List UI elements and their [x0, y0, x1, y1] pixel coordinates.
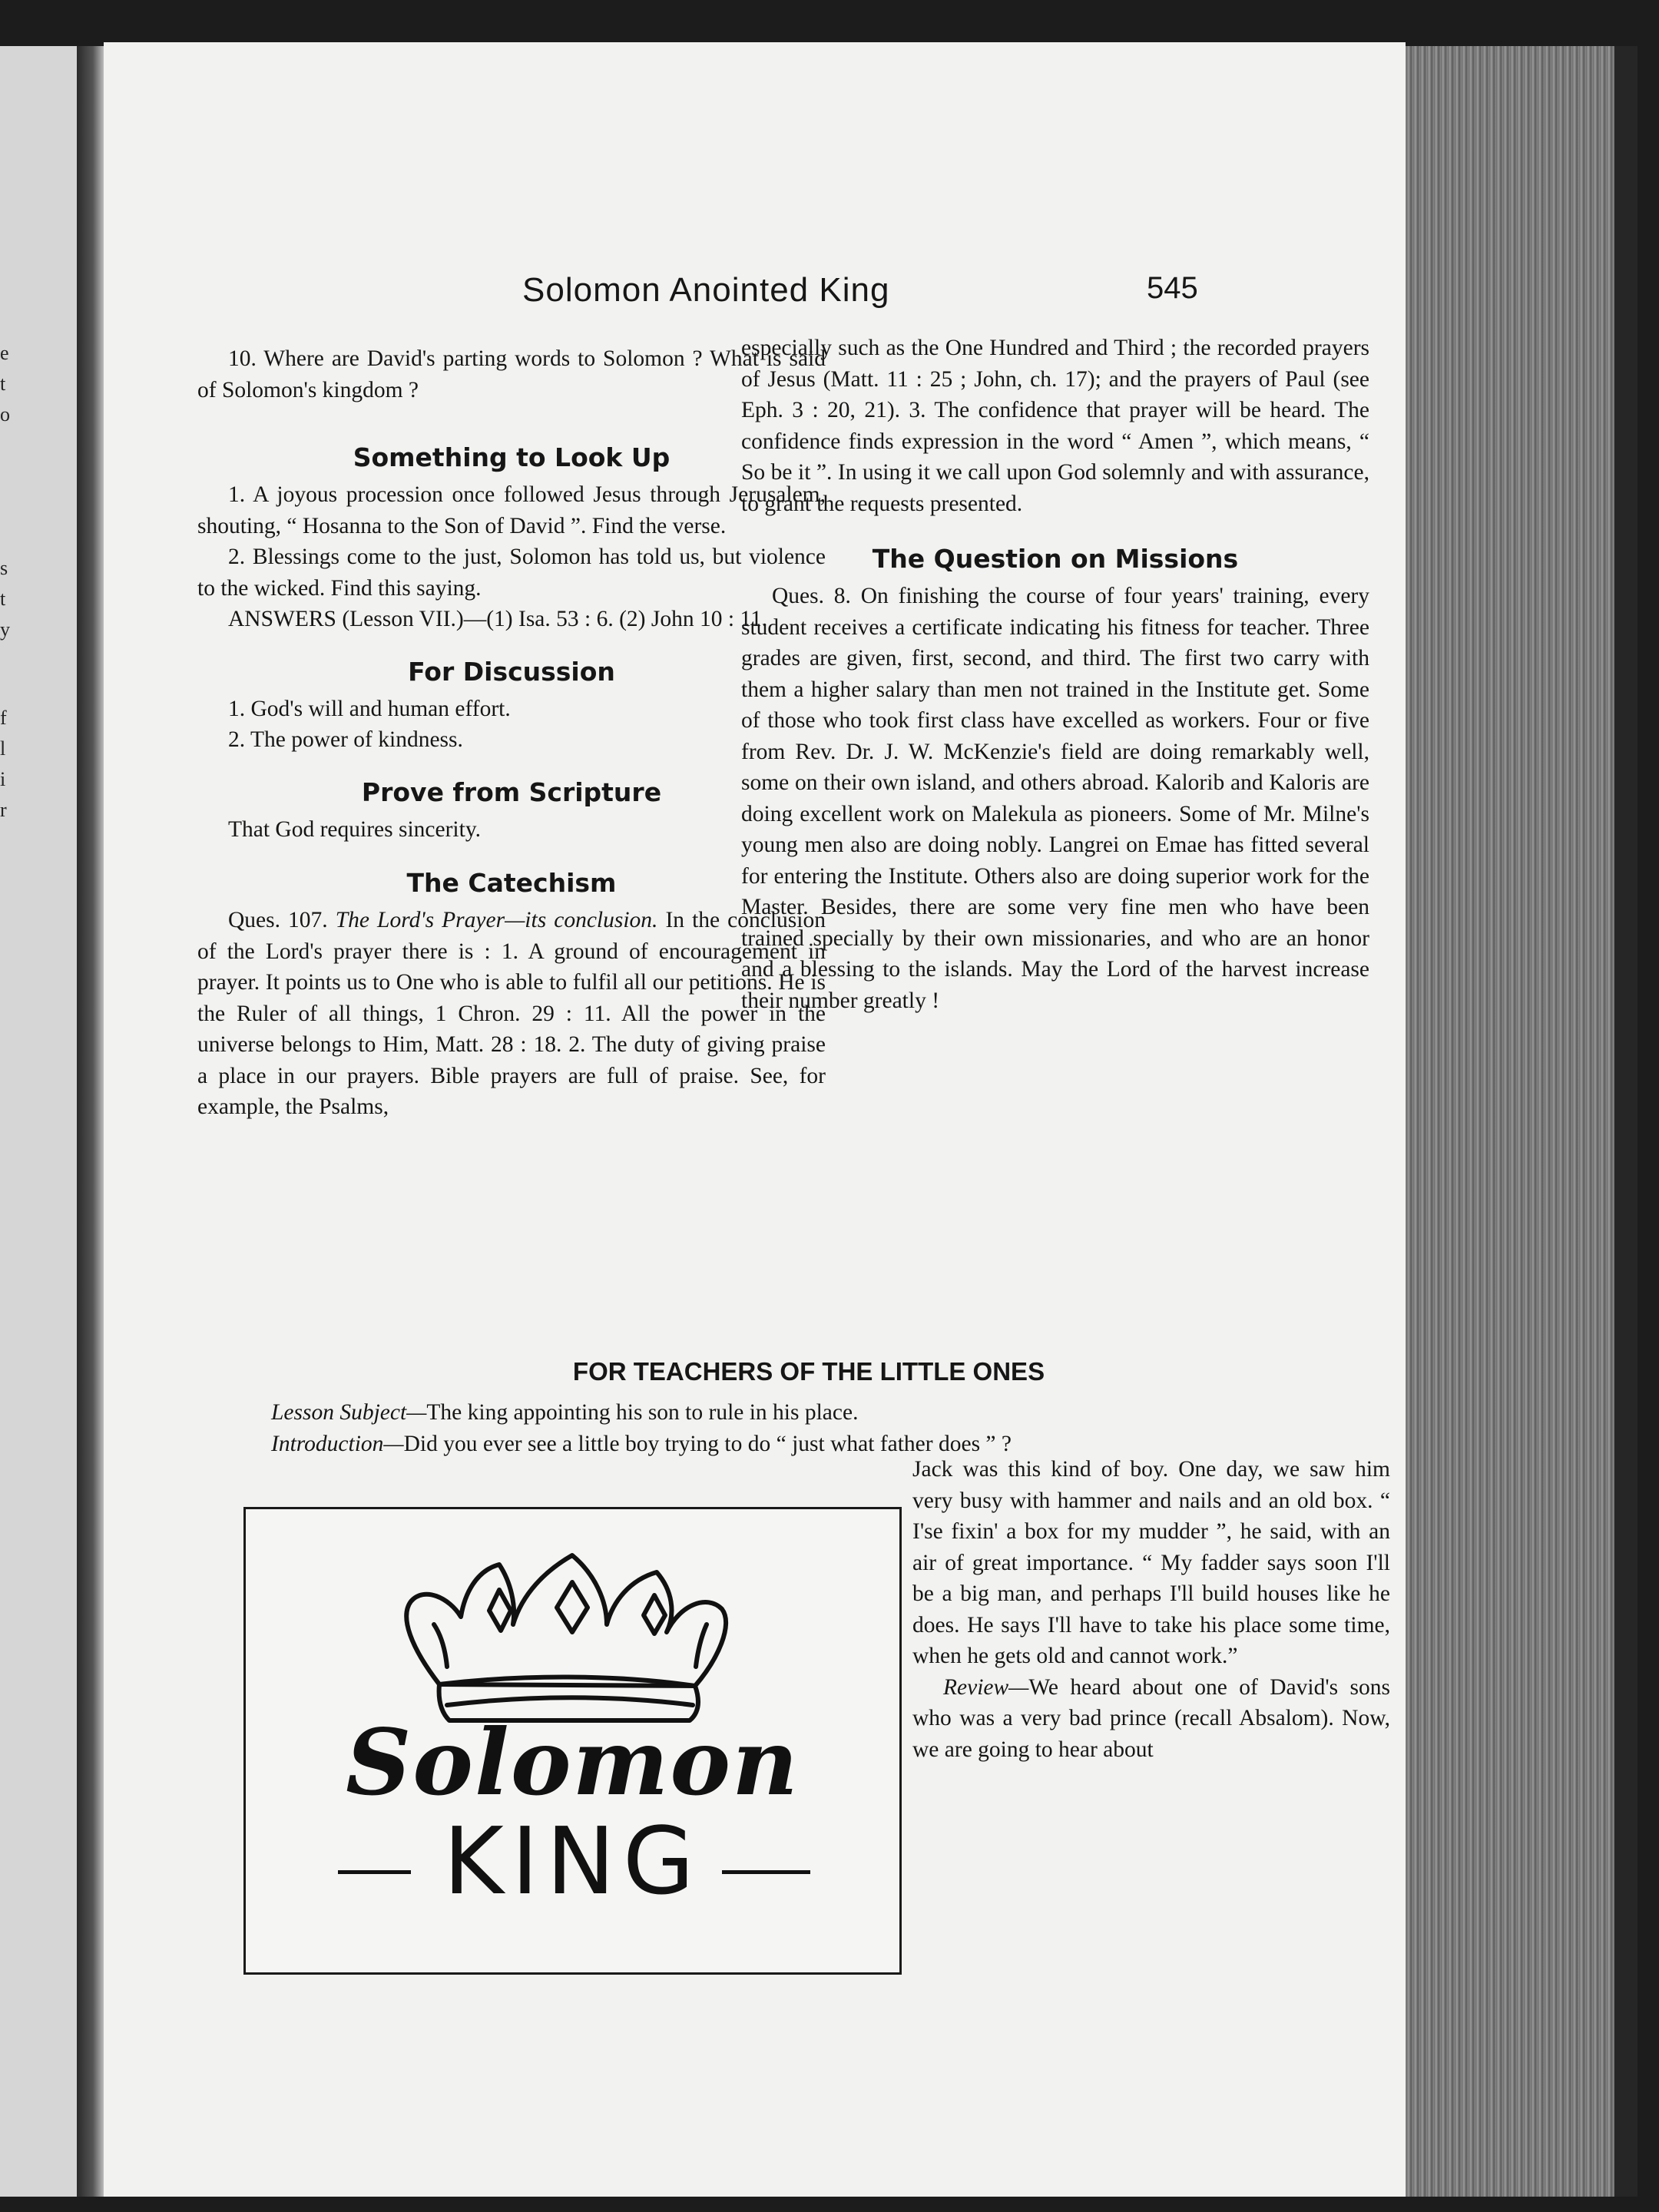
catechism-heading: The Catechism	[406, 868, 617, 898]
discussion-item-2: 2. The power of kindness.	[228, 727, 463, 752]
left-page-fragment: s	[0, 557, 8, 579]
illustration-king-word: KING	[443, 1809, 702, 1916]
left-page-edge	[0, 46, 77, 2197]
review	[912, 1672, 1390, 1766]
missions-text: Ques. 8. On finishing the course of four years' training, every student receives a certificate indicating his fitness for teacher. Three grades are given, first, second, and third. The first two carry with them a higher salary than men not trained in the Institute get. Some of those who took first class have excelled as workers. Four or five from Rev. Dr. J. W. McKenzie's field are doing remarkably well, some on their own island, and others abroad. Kalorib and Kaloris are doing excellent work on Malekula as pioneers. Some of Mr. Milne's young men also are doing nobly. Langrei on Emae has fitted several for entering the Institute. Others also are doing superior work for the Master. Besides, there are some very fine men who have been trained specially by their own missionaries, and who are an honor and a blessing to the islands. May the Lord of the harvest increase their number greatly !	[741, 584, 1369, 1013]
catechism-continuation: especially such as the One Hundred and Third ; the recorded prayers of Jesus (Matt. 11 : 25 ; John, ch. 17); and the prayers of Paul (see Eph. 3 : 20, 21). 3. The confidence that prayer will be heard. The confidence finds expression in the word “ Amen ”, which means, “ So be it ”. In using it we call upon God solemnly and with assurance, to grant the requests presented.	[741, 336, 1369, 516]
solomon-king-illustration	[243, 1507, 902, 1975]
look-up-heading: Something to Look Up	[353, 442, 671, 472]
story-text: Jack was this kind of boy. One day, we saw him very busy with hammer and nails and an old box. “ I'se fixin' a box for my mudder ”, he said, with an air of great importance. “ My fadder says soon I'll be a big man, and perhaps I'll build houses like he does. He says I'll have to take his place some time, when he gets old and cannot work.”	[912, 1457, 1390, 1668]
review-label: Review—	[943, 1674, 1029, 1700]
answers: ANSWERS (Lesson VII.)—(1) Isa. 53 : 6. (2) John 10 : 11.	[228, 607, 768, 631]
illustration-script-word: Solomon	[346, 1709, 800, 1816]
lesson-subject-label: Lesson Subject—	[271, 1400, 427, 1425]
catechism-ques-title: The Lord's Prayer—its conclusion.	[335, 908, 658, 932]
book-gutter	[77, 46, 104, 2197]
catechism-body: In the conclusion of the Lord's prayer there is : 1. A ground of encouragement in prayer. It points us to One who is able to fulfil all our petitions. He is the Ruler of all things, 1 Chron. 29 : 11. All the power in the universe belongs to Him, Matt. 28 : 18. 2. The duty of giving praise a place in our prayers. Bible prayers are full of praise. See, for example, the Psalms,	[197, 908, 826, 1119]
prove-text: That God requires sincerity.	[228, 816, 482, 842]
page-edges	[1399, 46, 1637, 2197]
missions-heading: The Question on Missions	[872, 544, 1239, 574]
left-page-fragment: r	[0, 799, 7, 821]
book-page	[104, 42, 1406, 2197]
look-up-item-2: 2. Blessings come to the just, Solomon has told us, but violence to the wicked. Find this saying.	[197, 545, 826, 601]
discussion-heading: For Discussion	[408, 656, 615, 687]
catechism-text	[197, 905, 826, 1123]
left-page-fragment: y	[0, 618, 10, 641]
teachers-heading: FOR TEACHERS OF THE LITTLE ONES	[572, 1357, 1045, 1386]
page-number: 545	[1147, 271, 1198, 305]
left-page-fragment: o	[0, 403, 10, 426]
teachers-section	[271, 1397, 1392, 1459]
left-page-fragment: t	[0, 373, 6, 395]
review-text: We heard about one of David's sons who was a very bad prince (recall Absalom). Now, we are going to hear about	[912, 1674, 1390, 1762]
left-page-fragment: l	[0, 737, 6, 760]
catechism-ques-number: Ques. 107.	[228, 908, 328, 932]
left-page-fragment: f	[0, 707, 7, 729]
running-head	[104, 271, 1406, 317]
question-10: 10. Where are David's parting words to Solomon ? What is said of Solomon's kingdom ?	[197, 346, 826, 402]
lesson-subject-text: The king appointing his son to rule in his place.	[426, 1400, 859, 1425]
story-column	[912, 1454, 1390, 1765]
left-page-fragment: e	[0, 342, 9, 364]
discussion-item-1: 1. God's will and human effort.	[228, 696, 511, 721]
introduction-text: Did you ever see a little boy trying to do “ just what father does ” ?	[403, 1431, 1012, 1456]
look-up-item-1: 1. A joyous procession once followed Jesus through Jerusalem, shouting, “ Hosanna to the Son of David ”. Find the verse.	[197, 482, 826, 538]
illustration-dash-right	[722, 1870, 810, 1874]
running-head-title: Solomon Anointed King	[522, 271, 890, 309]
left-page-fragment: i	[0, 768, 6, 790]
left-column	[197, 343, 826, 1123]
lesson-subject	[271, 1397, 1392, 1429]
introduction-label: Introduction—	[271, 1431, 404, 1456]
right-column	[741, 333, 1369, 1016]
left-page-fragment: t	[0, 588, 6, 610]
prove-heading: Prove from Scripture	[361, 777, 662, 807]
